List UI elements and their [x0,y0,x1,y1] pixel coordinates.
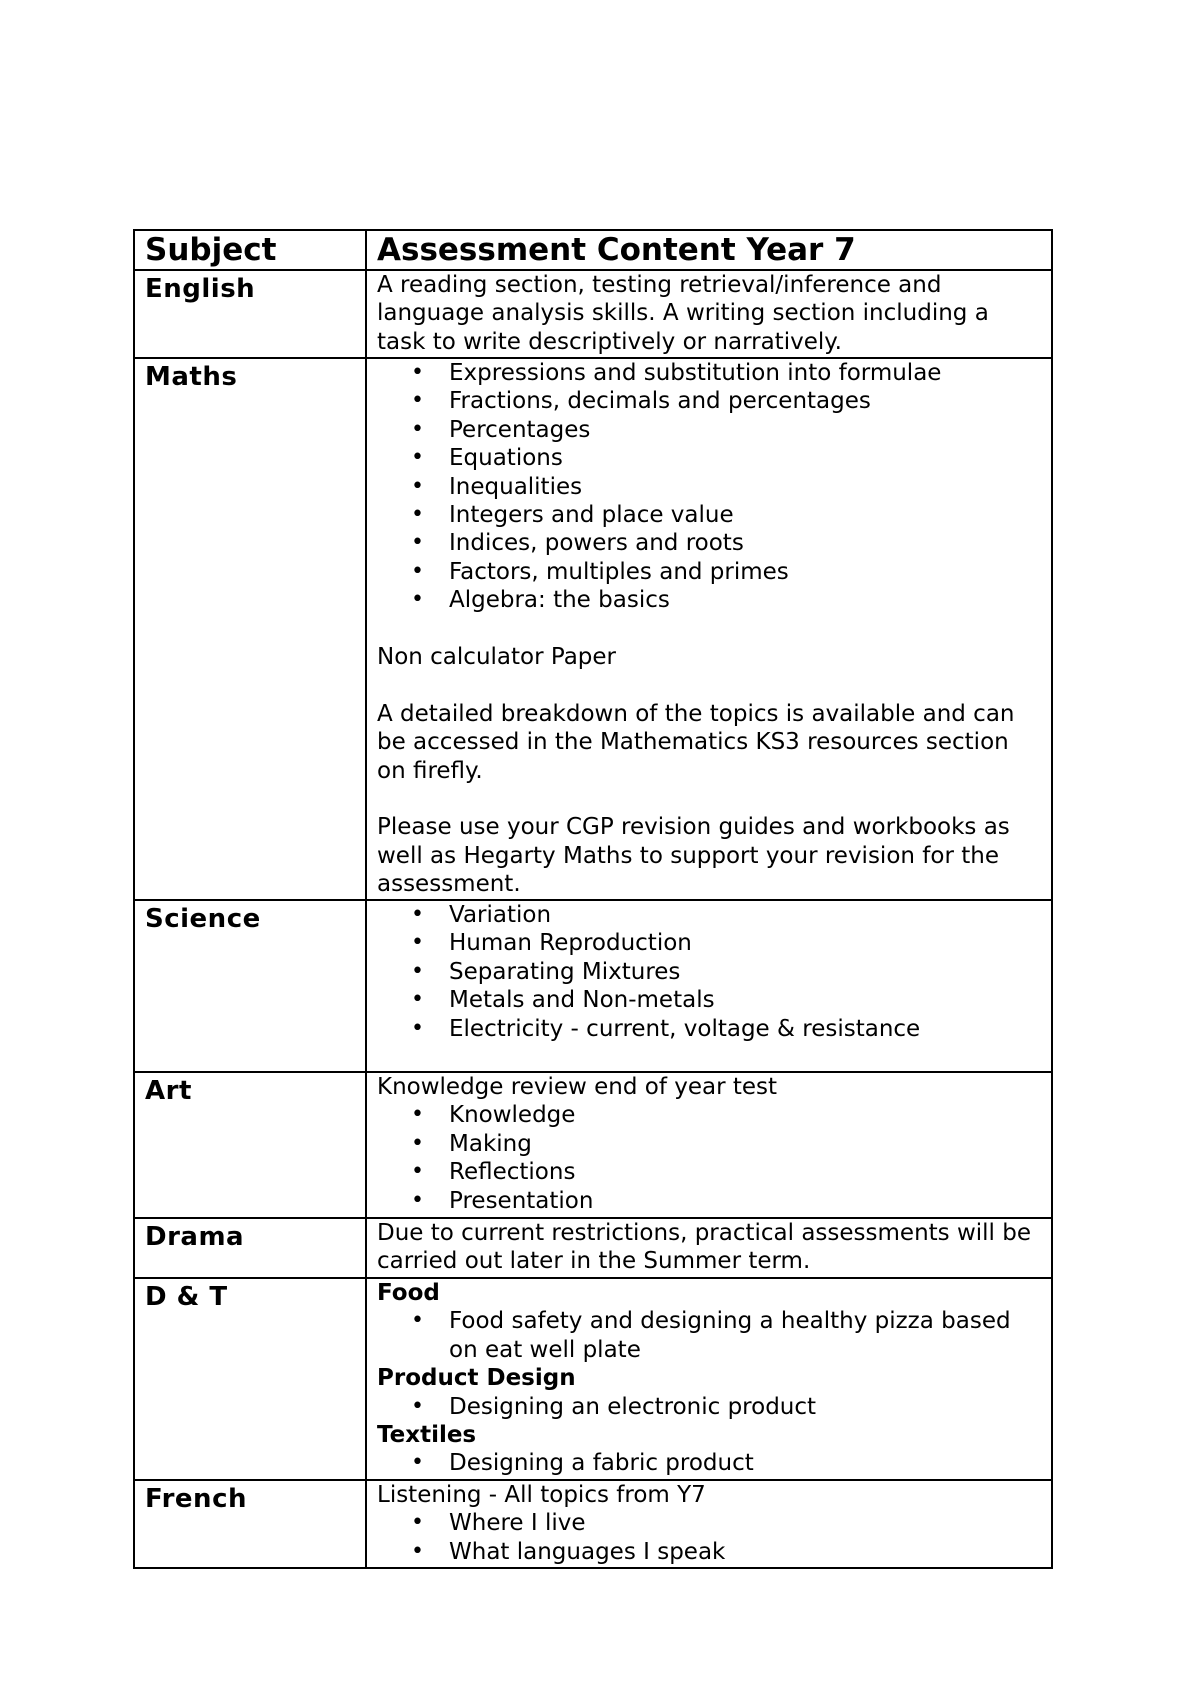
science-topic-list [377,901,1041,1043]
list-item: • Food safety and designing a healthy pizza based on eat well plate [449,1307,1041,1364]
spacer [377,671,1041,699]
list-item: • Electricity - current, voltage & resistance [449,1015,1041,1043]
content-maths [366,358,1052,900]
list-item: • Making [449,1130,1041,1158]
table-row-dt [134,1278,1052,1480]
content-science [366,900,1052,1072]
maths-topic-list [377,359,1041,615]
dt-food-heading: Food [377,1280,440,1306]
dt-product-list [377,1393,1041,1421]
art-intro: Knowledge review end of year test [377,1074,778,1100]
dt-food-list [377,1307,1041,1364]
list-item: • Inequalities [449,473,1041,501]
list-item: • Algebra: the basics [449,586,1041,614]
list-item: • Knowledge [449,1101,1041,1129]
header-content: Assessment Content Year 7 [366,230,1052,270]
content-french [366,1480,1052,1568]
spacer [377,785,1041,813]
list-item: • Separating Mixtures [449,958,1041,986]
table-row-drama [134,1218,1052,1278]
header-subject: Subject [134,230,366,270]
subject-english: English [134,270,366,358]
list-item: • Integers and place value [449,501,1041,529]
list-item: • Percentages [449,416,1041,444]
maths-revision-note: Please use your CGP revision guides and workbooks as well as Hegarty Maths to support your revision for the assessment. [377,814,1010,898]
table-row-french [134,1480,1052,1568]
subject-french: French [134,1480,366,1568]
english-text: A reading section, testing retrieval/inference and language analysis skills. A writing section including a task to write descriptively or narratively. [377,272,989,355]
subject-maths: Maths [134,358,366,900]
maths-paper-note: Non calculator Paper [377,644,616,671]
dt-textiles-heading: Textiles [377,1422,477,1449]
content-drama [366,1218,1052,1278]
dt-textiles-list [377,1449,1041,1477]
maths-breakdown-note: A detailed breakdown of the topics is available and can be accessed in the Mathematics KS3 resources section on firefly. [377,700,1015,784]
art-topic-list [377,1101,1041,1215]
spacer [377,615,1041,643]
list-item: • Factors, multiples and primes [449,558,1041,586]
content-dt [366,1278,1052,1480]
list-item: • Fractions, decimals and percentages [449,387,1041,415]
french-intro: Listening - All topics from Y7 [377,1482,706,1508]
list-item: • Designing an electronic product [449,1393,1041,1421]
table-row-english [134,270,1052,358]
list-item: • Indices, powers and roots [449,529,1041,557]
table-header-row [134,230,1052,270]
list-item: • Reflections [449,1158,1041,1186]
list-item: • Equations [449,444,1041,472]
content-art [366,1072,1052,1218]
drama-text: Due to current restrictions, practical assessments will be carried out later in the Summer term. [377,1220,1031,1275]
subject-science: Science [134,900,366,1072]
list-item: • Metals and Non-metals [449,986,1041,1014]
subject-dt: D & T [134,1278,366,1480]
list-item: • Variation [449,901,1041,929]
list-item: • Human Reproduction [449,929,1041,957]
table-row-art [134,1072,1052,1218]
list-item: • Presentation [449,1187,1041,1215]
list-item: • What languages I speak [449,1538,1041,1566]
french-topic-list [377,1509,1041,1566]
list-item: • Designing a fabric product [449,1449,1041,1477]
list-item: • Expressions and substitution into formulae [449,359,1041,387]
subject-drama: Drama [134,1218,366,1278]
assessment-table [133,229,1053,1569]
content-english [366,270,1052,358]
subject-art: Art [134,1072,366,1218]
table-row-science [134,900,1052,1072]
table-row-maths [134,358,1052,900]
dt-product-heading: Product Design [377,1365,576,1392]
list-item: • Where I live [449,1509,1041,1537]
